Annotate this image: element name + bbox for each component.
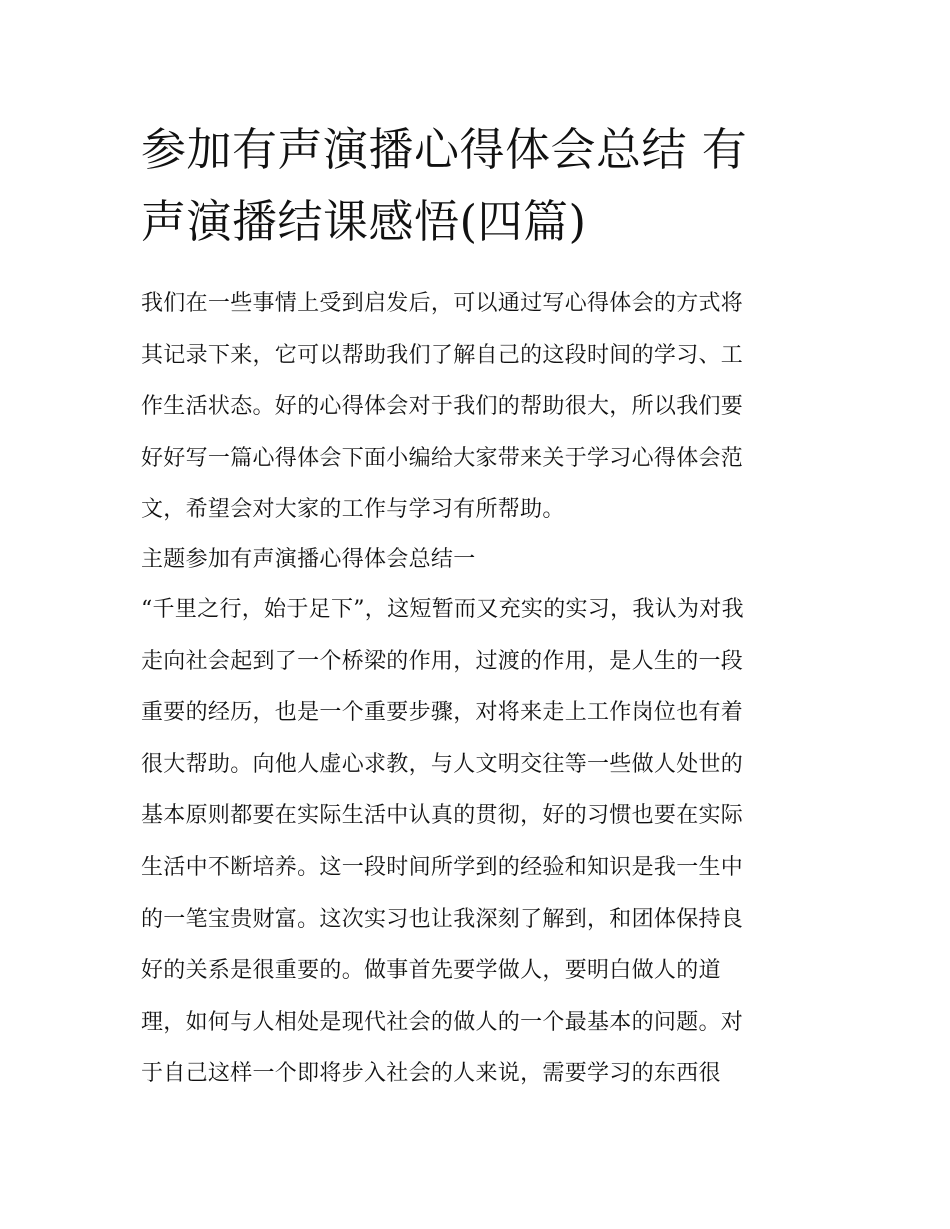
intro-line: 其记录下来，它可以帮助我们了解自己的这段时间的学习、工 <box>141 342 744 368</box>
section-paragraph <box>141 584 821 1100</box>
intro-line: 我们在一些事情上受到启发后，可以通过写心得体会的方式将 <box>141 291 744 316</box>
section-line: 走向社会起到了一个桥梁的作用，过渡的作用，是人生的一段 <box>141 648 744 674</box>
intro-paragraph <box>141 278 821 536</box>
section-line: 理，如何与人相处是现代社会的做人的一个最基本的问题。对 <box>141 1009 744 1035</box>
title-line-2: 声演播结课感悟(四篇) <box>141 195 587 248</box>
intro-line: 文，希望会对大家的工作与学习有所帮助。 <box>141 497 565 523</box>
section-line: 的一笔宝贵财富。这次实习也让我深刻了解到，和团体保持良 <box>141 906 744 932</box>
section-line: 生活中不断培养。这一段时间所学到的经验和知识是我一生中 <box>141 854 744 880</box>
section-line: 好的关系是很重要的。做事首先要学做人，要明白做人的道 <box>141 958 721 984</box>
document-title <box>141 114 821 258</box>
section-heading: 主题参加有声演播心得体会总结一 <box>141 546 476 572</box>
section-line: 基本原则都要在实际生活中认真的贯彻，好的习惯也要在实际 <box>141 803 744 829</box>
section-line: 于自己这样一个即将步入社会的人来说，需要学习的东西很 <box>141 1061 721 1087</box>
document-body <box>141 278 821 1100</box>
intro-line: 好好写一篇心得体会下面小编给大家带来关于学习心得体会范 <box>141 445 744 471</box>
section-line: “千里之行，始于足下”，这短暂而又充实的实习，我认为对我 <box>141 596 744 622</box>
title-line-1: 参加有声演播心得体会总结 有 <box>141 123 748 176</box>
intro-line: 作生活状态。好的心得体会对于我们的帮助很大，所以我们要 <box>141 394 744 420</box>
section-line: 重要的经历，也是一个重要步骤，对将来走上工作岗位也有着 <box>141 700 744 726</box>
section-line: 很大帮助。向他人虚心求教，与人文明交往等一些做人处世的 <box>141 751 744 777</box>
